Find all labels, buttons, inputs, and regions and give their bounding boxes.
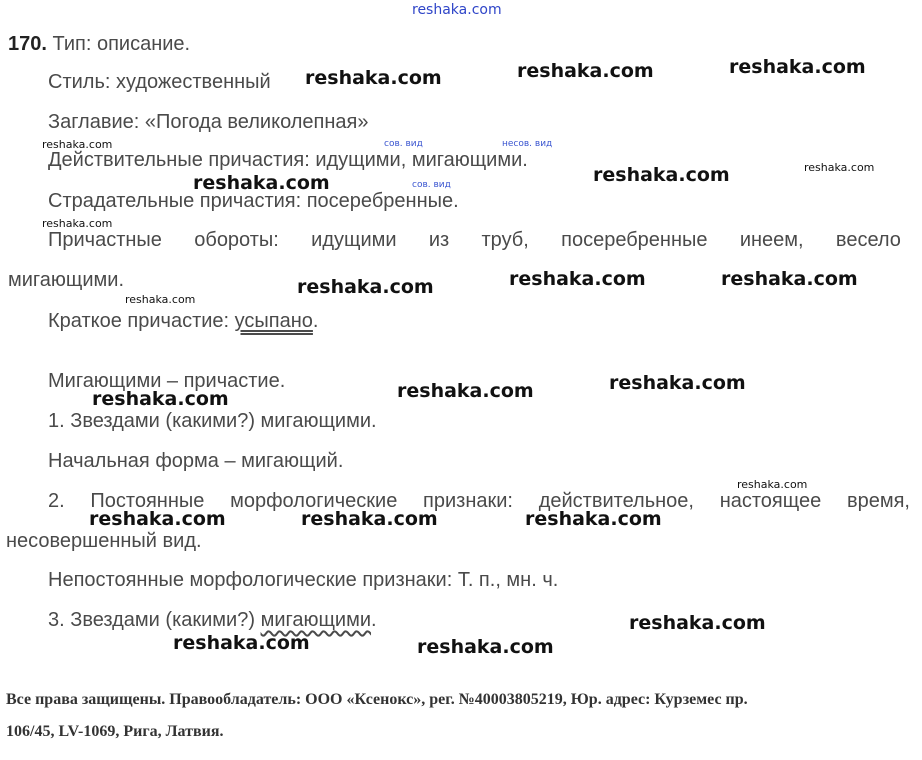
- analysis-heading: Мигающими – причастие.: [48, 370, 286, 392]
- copyright-footer: [6, 684, 916, 748]
- point3-end: .: [371, 609, 377, 631]
- short-participle-word: усыпано: [234, 310, 313, 332]
- watermark-small: reshaka.com: [804, 161, 875, 174]
- task-title: Заглавие: «Погода великолепная»: [48, 111, 369, 133]
- point2-word: 2.: [48, 490, 65, 512]
- watermark: reshaka.com: [629, 612, 766, 634]
- short-participle-line: [48, 309, 318, 333]
- short-participle-end: .: [312, 310, 319, 332]
- phrase-word: Причастные: [48, 229, 162, 251]
- watermark: reshaka.com: [525, 508, 662, 530]
- watermark-small: reshaka.com: [737, 478, 808, 491]
- task-type: Тип: описание.: [52, 33, 191, 55]
- footer-line-1: Все права защищены. Правообладатель: ООО «Ксенокс», рег. №40003805219, Юр. адрес: Курземес пр.: [6, 691, 748, 708]
- phrase-word: труб,: [481, 229, 529, 251]
- task-number: 170.: [8, 33, 47, 55]
- passive-participles: Страдательные причастия: посеребренные.: [48, 190, 459, 212]
- footer-line-2: 106/45, LV-1069, Рига, Латвия.: [6, 723, 224, 740]
- short-participle-label: Краткое причастие:: [48, 310, 235, 332]
- point2-word: время,: [846, 490, 910, 512]
- point3-word: мигающими: [260, 609, 372, 631]
- participial-phrases-end: мигающими.: [8, 269, 125, 291]
- phrase-word: посеребренные: [561, 229, 708, 251]
- point3-prefix: 3. Звездами (какими?): [48, 609, 261, 631]
- watermark: reshaka.com: [193, 172, 330, 194]
- watermark: reshaka.com: [397, 380, 534, 402]
- point2-word: настоящее: [719, 490, 822, 512]
- phrase-word: из: [428, 229, 450, 251]
- point2-word: признаки:: [423, 490, 513, 512]
- watermark: reshaka.com: [517, 60, 654, 82]
- annotation-perfective: сов. вид: [384, 139, 423, 149]
- watermark: reshaka.com: [305, 67, 442, 89]
- watermark: reshaka.com: [417, 636, 554, 658]
- participial-phrases-line: [48, 228, 901, 252]
- analysis-point-1: 1. Звездами (какими?) мигающими.: [48, 410, 377, 432]
- phrase-word: инеем,: [739, 229, 804, 251]
- watermark: reshaka.com: [609, 372, 746, 394]
- analysis-point-3: [48, 608, 377, 632]
- watermark: reshaka.com: [593, 164, 730, 186]
- point2-word: Постоянные: [90, 490, 205, 512]
- annotation-imperfective: несов. вид: [502, 139, 553, 149]
- analysis-initial-form: Начальная форма – мигающий.: [48, 450, 344, 472]
- watermark: reshaka.com: [721, 268, 858, 290]
- watermark: reshaka.com: [729, 56, 866, 78]
- analysis-non-constant: Непостоянные морфологические признаки: Т. п., мн. ч.: [48, 569, 559, 591]
- site-header-watermark: reshaka.com: [412, 2, 502, 18]
- task-type-line: [8, 32, 190, 56]
- analysis-point-2-end: несовершенный вид.: [6, 530, 202, 552]
- phrase-word: идущими: [311, 229, 397, 251]
- task-style: Стиль: художественный: [48, 71, 271, 93]
- watermark: reshaka.com: [92, 388, 229, 410]
- watermark-small: reshaka.com: [125, 293, 196, 306]
- point2-word: морфологические: [230, 490, 398, 512]
- watermark-small: reshaka.com: [42, 138, 113, 151]
- watermark-small: reshaka.com: [42, 217, 113, 230]
- point2-word: действительное,: [538, 490, 694, 512]
- active-participles: Действительные причастия: идущими, мигающими.: [48, 149, 528, 171]
- phrase-word: обороты:: [194, 229, 279, 251]
- watermark: reshaka.com: [297, 276, 434, 298]
- phrase-word: весело: [835, 229, 901, 251]
- watermark: reshaka.com: [173, 632, 310, 654]
- annotation-perfective-2: сов. вид: [412, 180, 451, 190]
- watermark: reshaka.com: [509, 268, 646, 290]
- watermark: reshaka.com: [301, 508, 438, 530]
- watermark: reshaka.com: [89, 508, 226, 530]
